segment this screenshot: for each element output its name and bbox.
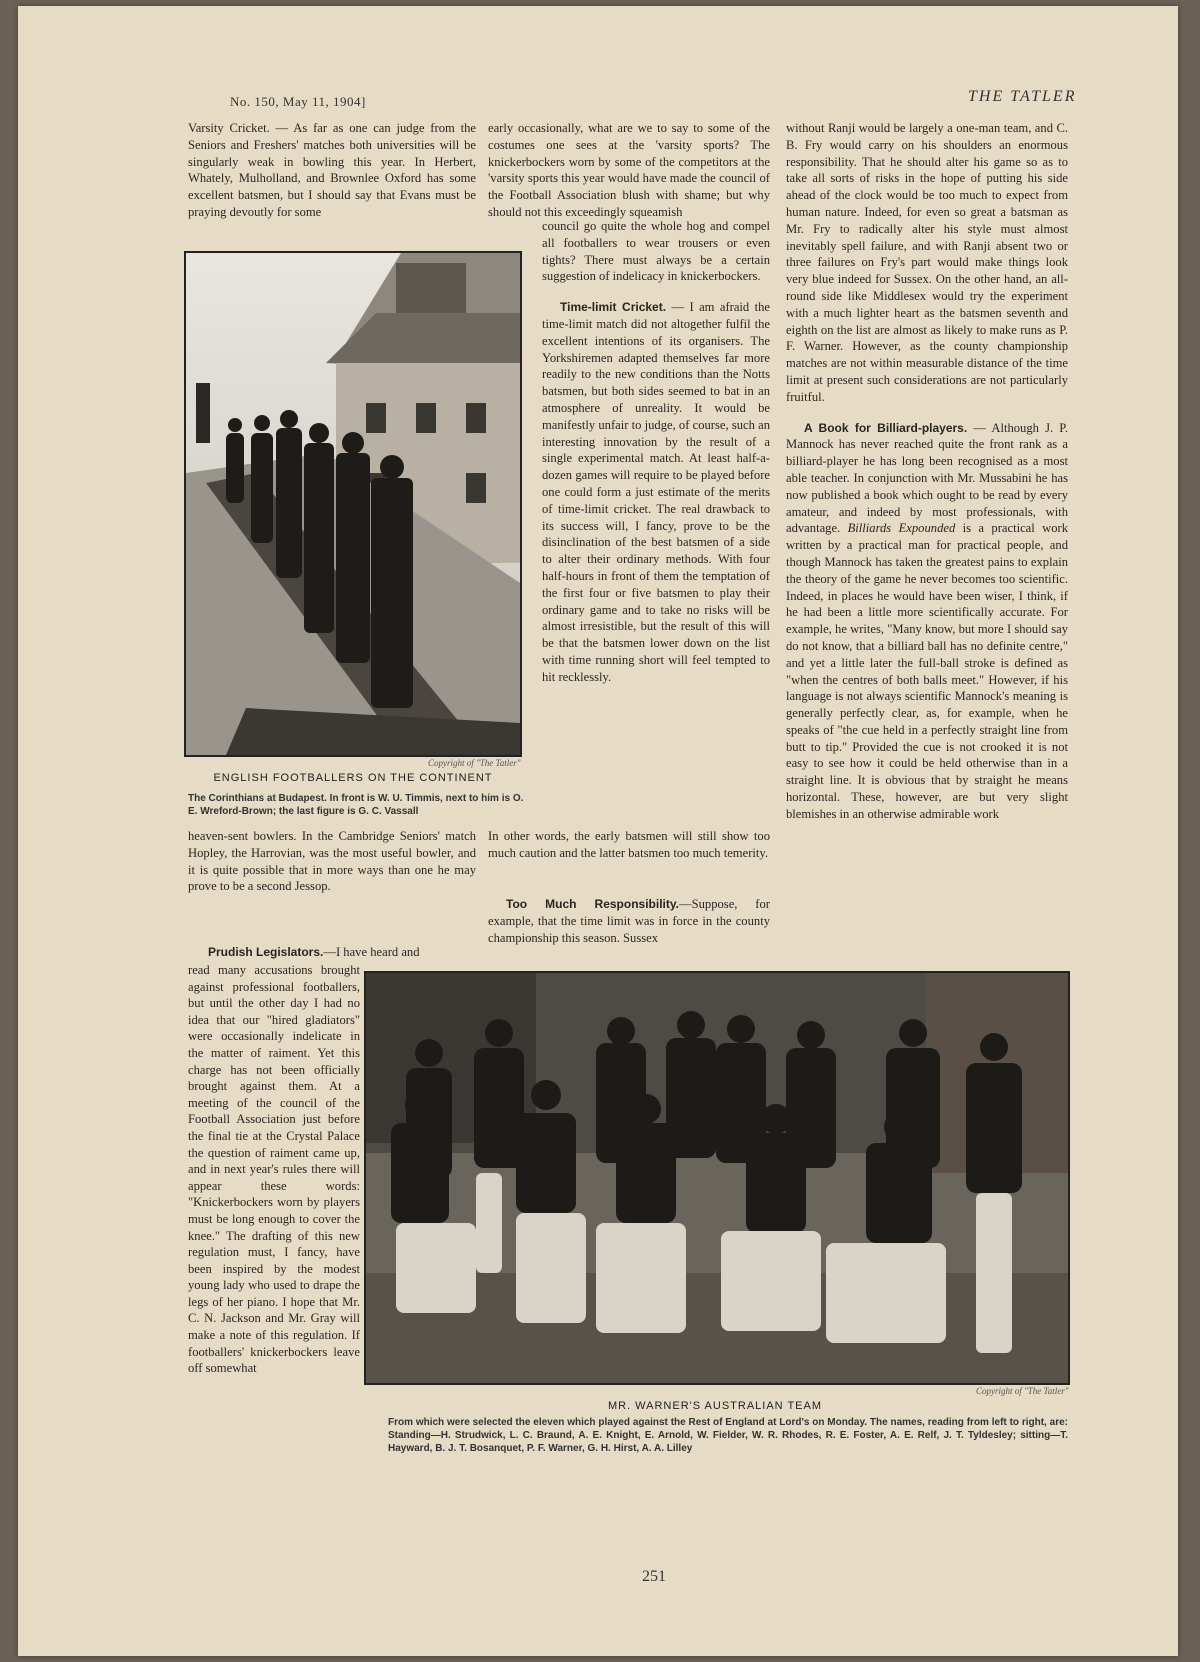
photo2-copyright: Copyright of "The Tatler" <box>976 1386 1069 1396</box>
costumes-text: early occasionally, what are we to say to some of the costumes one sees at the 'varsity sports? The knickerbockers worn by some of the competitors at the 'varsity sports this year would have made the council of the Football Association blush with shame; but why should not this exceedingly squeamish <box>488 121 770 219</box>
magazine-page <box>18 6 1178 1656</box>
column-2-mid <box>488 828 770 862</box>
column-3 <box>786 120 1068 823</box>
timelimit-text: — I am afraid the time-limit match did not altogether fulfil the excellent intentions of its organisers. The Yorkshiremen adapted themselves far more readily to the new conditions than the Notts batsmen, but both sides seemed to bat in an atmosphere of unreality. It would be manifestly unfair to judge, of course, such an interesting innovation by the result of a single experimental match. At least half-a-dozen games will require to be played before one could form a just estimate of the merits of time-limit cricket. The real drawback to its success will, I fancy, prove to be the disinclination of the best batsmen of a side to alter their ordinary methods. With four half-hours in front of them the temptation of the first four or five batsmen to play their ordinary game and to take no risks will be almost irresistible, but the result of this will be that the batsmen lower down on the list with time running short will feel tempted to hit recklessly. <box>542 300 771 684</box>
timelimit-continued: In other words, the early batsmen will still show too much caution and the latter batsmen too much temerity. <box>488 829 770 860</box>
prudish-column <box>188 962 360 1377</box>
photo2-caption: From which were selected the eleven which played against the Rest of England at Lord's on Monday. The names, reading from left to right, are: Standing—H. Strudwick, L. C. Braund, A. E. Knight, E. Arnold, W. Fielder, W. R. Rhodes, R. E. Foster, A. E. Relf, J. T. Tyldesley; sitting—T. Hayward, B. J. T. Bosanquet, P. F. Warner, G. H. Hirst, A. A. Lilley <box>388 1417 1068 1454</box>
prudish-text: read many accusations brought against professional footballers, but until the other day I had no idea that our "hired gladiators" were occasionally indelicate in the matter of raiment. Yet this charge has not been officially brought against them. At a meeting of the council of the Football Association just before the final tie at the Crystal Palace the question of raiment came up, and in next year's rules there will appear these words: "Knickerbockers worn by players must be long enough to cover the knee." The drafting of this new regulation must, I fancy, have been inspired by the modest young lady who used to drape the legs of her piano. I hope that Mr. C. N. Jackson and Mr. Gray will make a note of this regulation. If footballers' knickerbockers leave off somewhat <box>188 963 360 1376</box>
column-1-mid <box>188 828 476 895</box>
billiard-text-2: is a practical work written by a practical man for practical people, and though Mannock has taken the greatest pains to explain the theory of the game he never becomes too scientific. Indeed, in places he would have been wiser, I think, if he had been a little more scientifically accurate. For example, he writes, "Many know, but more I should say do not know, that a billiard ball has no definite centre," and yet a little later the full-ball stroke is defined as "when the centres of both balls meet." However, if his language is not always scientific Mannock's meaning is generally perfectly clear, as, for example, when he speaks of "the cue held in a perfectly straight line from butt to tip." Provided the cue is not crooked it is not easy to see how it could be held otherwise than in a straight line. It is obvious that by straight he means horizontal. These, however, are but very slight blemishes in an otherwise admirable work <box>786 521 1069 821</box>
varsity-text: Varsity Cricket. — As far as one can judge from the Seniors and Freshers' matches both universities will be singularly weak in bowling this year. In Herbert, Whately, Mulholland, and Brownlee Oxford has some excellent batsmen, but I should say that Evans must be praying devoutly for some <box>188 121 476 219</box>
book-title: Billiards Expounded <box>847 521 956 536</box>
column-2-top <box>488 120 770 221</box>
prudish-heading: Prudish Legislators. <box>208 945 324 959</box>
warner-team-photo <box>364 971 1070 1385</box>
photo1-title: ENGLISH FOOTBALLERS ON THE CONTINENT <box>213 772 493 784</box>
photo1-copyright: Copyright of "The Tatler" <box>428 758 521 768</box>
responsibility-text: —Suppose, for example, that the time limit was in force in the county championship this season. Sussex <box>488 897 770 945</box>
responsibility-heading: Too Much Responsibility. <box>506 897 680 911</box>
cambridge-text: heaven-sent bowlers. In the Cambridge Seniors' match Hopley, the Harrovian, was the most useful bowler, and it is quite possible that in more ways than one he may prove to be a second Jessop. <box>188 829 476 894</box>
billiard-heading: A Book for Billiard-players. <box>804 420 968 435</box>
corinthians-photo <box>184 251 522 757</box>
column-1-top <box>188 120 476 221</box>
photo1-caption: The Corinthians at Budapest. In front is W. U. Timmis, next to him is O. E. Wreford-Brown; the last figure is G. C. Vassall <box>188 793 524 817</box>
ranji-text: without Ranji would be largely a one-man team, and C. B. Fry would carry on his shoulders an enormous responsibility. That he should alter his game so as to take all sorts of risks in the hope of putting his side ahead of the clock would be too much to expect from human nature. Indeed, for even so great a batsman as Mr. Fry to radically alter his style must almost inevitably spell failure, and with Ranji absent two or three failures on Fry's part would make things look very blue indeed for Sussex. On the other hand, an all-round side like Middlesex would try the experiment with a much lighter heart as the batsmen seventh and eighth on the list are almost as likely to make runs as P. F. Warner. However, as the county championship matches are not within measurable distance of the time limit at present such considerations are not particularly fruitful. <box>786 121 1068 404</box>
issue-line: No. 150, May 11, 1904] <box>230 94 366 109</box>
magazine-title: THE TATLER <box>968 88 1077 105</box>
billiard-text-1: — Although J. P. Mannock has never reached quite the front rank as a billiard-player he has long been recognised as a most able teacher. In conjunction with Mr. Mussabini he has now published a book which ought to be read by every amateur, and indeed by most professionals, with advantage. <box>786 420 1068 536</box>
column-2-narrow <box>542 218 770 686</box>
timelimit-heading: Time-limit Cricket. <box>560 300 667 315</box>
page-number: 251 <box>642 1568 666 1585</box>
council-text: council go quite the whole hog and compel all footballers to wear trousers or even tights? There must always be a certain suggestion of indelicacy in knickerbockers. <box>542 219 770 284</box>
prudish-heading-line <box>208 944 476 961</box>
prudish-lead: —I have heard and <box>323 945 420 959</box>
column-2-bottom <box>488 896 770 946</box>
photo2-title: MR. WARNER'S AUSTRALIAN TEAM <box>607 1400 823 1412</box>
